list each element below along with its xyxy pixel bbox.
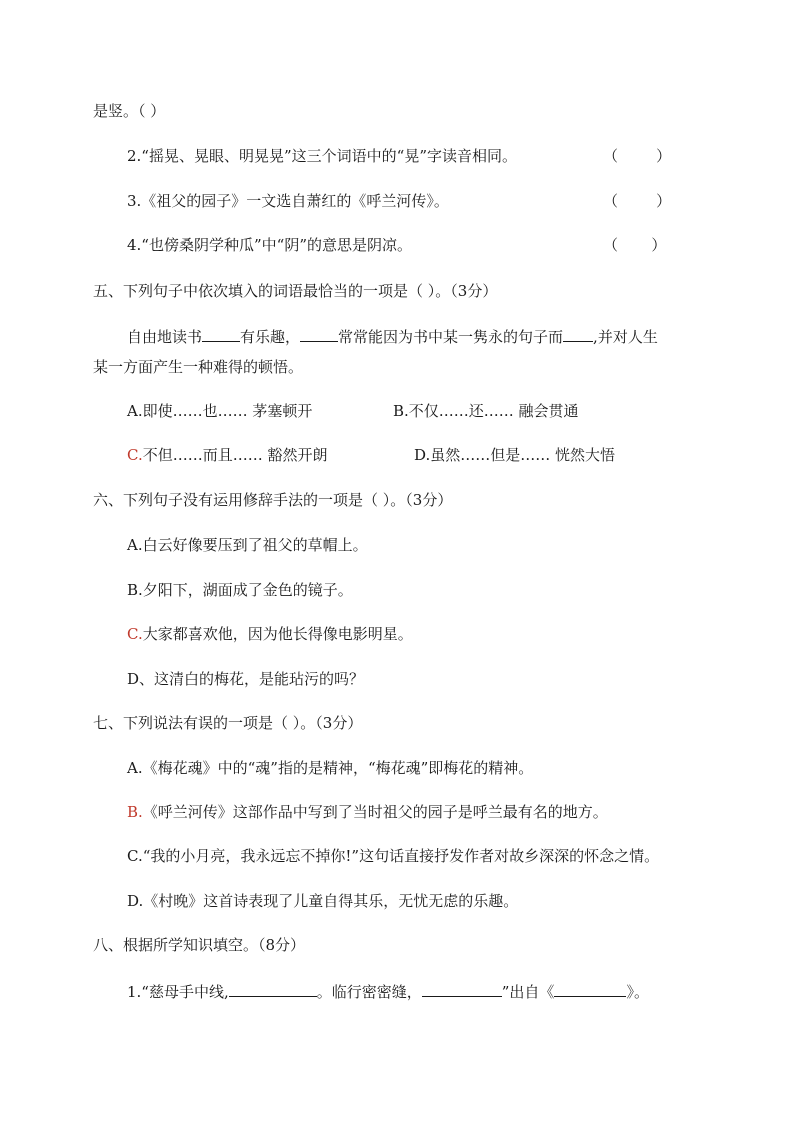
q5-sentence-part4: ,并对人生 xyxy=(593,328,658,346)
q7-option-b-text: 《呼兰河传》这部作品中写到了当时祖父的园子是呼兰最有名的地方。 xyxy=(142,803,608,821)
q4-item3-text: 3.《祖父的园子》一文选自萧红的《呼兰河传》。 xyxy=(127,192,449,210)
q5-blank-3[interactable] xyxy=(563,326,593,342)
q8-blank-3[interactable] xyxy=(554,981,626,997)
q5-option-c-text: 不但……而且…… 豁然开朗 xyxy=(142,446,328,464)
q4-item4-answer-paren[interactable]: （ ） xyxy=(603,236,667,254)
q5-option-d[interactable]: D.虽然……但是…… 恍然大悟 xyxy=(414,446,616,464)
q7-option-d[interactable]: D.《村晚》这首诗表现了儿童自得其乐，无忧无虑的乐趣。 xyxy=(127,892,519,910)
q8-item1-part2: 。临行密密缝， xyxy=(316,983,422,1001)
q8-title: 八、根据所学知识填空。（8分） xyxy=(93,936,306,954)
q4-item2-answer-paren[interactable]: （ ） xyxy=(603,147,672,165)
q6-option-d[interactable]: D、这清白的梅花，是能玷污的吗？ xyxy=(127,670,365,688)
q6-option-c[interactable] xyxy=(127,624,413,644)
q7-option-c[interactable]: C.“我的小月亮，我永远忘不掉你!”这句话直接抒发作者对故乡深深的怀念之情。 xyxy=(127,847,660,865)
q5-option-c[interactable] xyxy=(127,445,328,465)
q5-sentence-part3: 常常能因为书中某一隽永的句子而 xyxy=(338,328,564,346)
q6-title: 六、下列句子没有运用修辞手法的一项是（ ）。（3分） xyxy=(93,491,453,509)
q5-option-a[interactable]: A.即使……也…… 茅塞顿开 xyxy=(127,402,313,420)
q5-sentence-part1: 自由地读书 xyxy=(127,328,203,346)
q5-blank-1[interactable] xyxy=(202,326,240,342)
q8-item1-part1: 1.“慈母手中线, xyxy=(127,983,229,1001)
q7-option-b-letter: B. xyxy=(127,803,143,821)
q8-item1-part4: 》。 xyxy=(626,983,649,1001)
q5-sentence-line1 xyxy=(127,326,658,347)
q5-sentence-part2: 有乐趣， xyxy=(240,328,301,346)
q8-item1 xyxy=(127,981,649,1002)
q8-blank-1[interactable] xyxy=(229,981,317,997)
q4-item1-tail: 是竖。（ ） xyxy=(93,102,166,120)
q6-option-c-text: 大家都喜欢他，因为他长得像电影明星。 xyxy=(142,625,413,643)
q5-title: 五、下列句子中依次填入的词语最恰当的一项是（ ）。（3分） xyxy=(93,282,498,300)
q7-option-a[interactable]: A.《梅花魂》中的“魂”指的是精神，“梅花魂”即梅花的精神。 xyxy=(127,759,534,777)
q8-item1-part3: ”出自《 xyxy=(501,983,555,1001)
q6-option-c-letter: C. xyxy=(127,625,143,643)
q6-option-b[interactable]: B.夕阳下，湖面成了金色的镜子。 xyxy=(127,581,353,599)
q7-option-b[interactable] xyxy=(127,802,608,822)
q5-option-c-letter: C. xyxy=(127,446,143,464)
q4-item4-text: 4.“也傍桑阴学种瓜”中“阴”的意思是阴凉。 xyxy=(127,236,412,254)
q4-item3-answer-paren[interactable]: （ ） xyxy=(603,192,672,210)
q4-item2-text: 2.“摇晃、晃眼、明晃晃”这三个词语中的“晃”字读音相同。 xyxy=(127,147,517,165)
q8-blank-2[interactable] xyxy=(422,981,502,997)
q5-option-b[interactable]: B.不仅……还…… 融会贯通 xyxy=(393,402,579,420)
q5-blank-2[interactable] xyxy=(300,326,338,342)
q5-sentence-line2: 某一方面产生一种难得的顿悟。 xyxy=(93,358,304,376)
q7-title: 七、下列说法有误的一项是（ ）。（3分） xyxy=(93,714,363,732)
q6-option-a[interactable]: A.白云好像要压到了祖父的草帽上。 xyxy=(127,536,368,554)
